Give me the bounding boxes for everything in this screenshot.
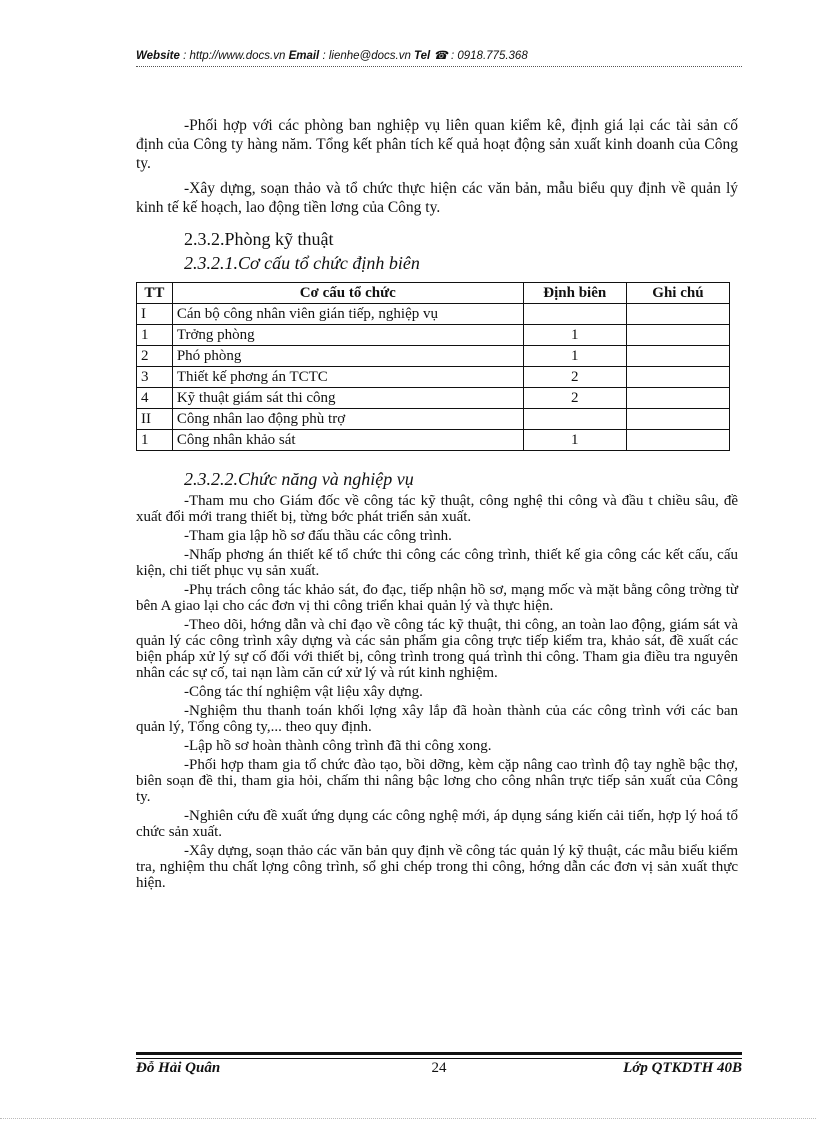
duty-paragraph: -Nghiệm thu thanh toán khối lợng xây lắp đã hoàn thành của các công trình với các ban quản lý, Tổng công ty,... theo quy định.	[136, 703, 738, 735]
cell-quota: 2	[523, 367, 626, 388]
col-header-note: Ghi chú	[626, 283, 729, 304]
phone-icon: ☎	[433, 50, 448, 62]
staffing-table	[136, 282, 730, 451]
table-row	[137, 430, 730, 451]
cell-structure: Công nhân lao động phù trợ	[172, 409, 523, 430]
table-row	[137, 325, 730, 346]
cell-structure: Thiết kế phơng án TCTC	[172, 367, 523, 388]
duty-paragraph: -Nghiên cứu đề xuất ứng dụng các công nghệ mới, áp dụng sáng kiến cải tiến, hợp lý hoá tổ chức sản xuất.	[136, 808, 738, 840]
table-row	[137, 346, 730, 367]
cell-structure: Kỹ thuật giám sát thi công	[172, 388, 523, 409]
table-row	[137, 304, 730, 325]
cell-tt: 2	[137, 346, 173, 367]
page-bottom-edge	[0, 1118, 816, 1119]
footer-class: Lớp QTKDTH 40B	[623, 1060, 742, 1076]
cell-note	[626, 367, 729, 388]
duty-paragraph: -Tham mu cho Giám đốc về công tác kỹ thuật, công nghệ thi công và đầu t chiều sâu, đề xuất đổi mới trang thiết bị, từng bớc phát triển sản xuất.	[136, 493, 738, 525]
footer-divider-thin	[136, 1058, 742, 1059]
cell-quota: 1	[523, 325, 626, 346]
cell-structure: Trởng phòng	[172, 325, 523, 346]
table-row	[137, 367, 730, 388]
intro-paragraph-1: -Phối hợp với các phòng ban nghiệp vụ liên quan kiểm kê, định giá lại các tài sản cố định của Công ty hàng năm. Tổng kết phân tích kế quả hoạt động sản xuất kinh doanh của Công ty.	[136, 117, 738, 172]
duty-paragraph: -Phụ trách công tác khảo sát, đo đạc, tiếp nhận hồ sơ, mạng mốc và mặt bằng công trờng từ bên A giao lại cho các đơn vị thi công triển khai quản lý và thực hiện.	[136, 582, 738, 614]
duty-paragraph: -Tham gia lập hồ sơ đấu thầu các công trình.	[184, 528, 452, 544]
cell-structure: Công nhân khảo sát	[172, 430, 523, 451]
table-header-row	[137, 283, 730, 304]
page-footer	[136, 1060, 742, 1082]
cell-note	[626, 430, 729, 451]
col-header-quota: Định biên	[523, 283, 626, 304]
cell-quota	[523, 409, 626, 430]
subsection-title-duties: 2.3.2.2.Chức năng và nghiệp vụ	[184, 469, 414, 489]
tel-label: Tel	[414, 50, 431, 62]
footer-author: Đỗ Hải Quân	[136, 1060, 221, 1076]
email-value: : lienhe@docs.vn	[322, 50, 411, 62]
duty-paragraph: -Lập hồ sơ hoàn thành công trình đã thi công xong.	[184, 738, 492, 754]
cell-note	[626, 346, 729, 367]
cell-note	[626, 325, 729, 346]
intro-paragraph-2: -Xây dựng, soạn thảo và tổ chức thực hiện các văn bản, mẫu biểu quy định về quản lý kinh tế kế hoạch, lao động tiền lơng của Công ty.	[136, 180, 738, 216]
duty-paragraph: -Nhấp phơng án thiết kế tổ chức thi công các công trình, thiết kế gia công các kết cấu, cấu kiện, chi tiết phục vụ sản xuất.	[136, 547, 738, 579]
tel-value: : 0918.775.368	[450, 50, 528, 62]
cell-note	[626, 409, 729, 430]
col-header-tt: TT	[137, 283, 173, 304]
section-title: 2.3.2.Phòng kỹ thuật	[184, 229, 334, 249]
duty-paragraph: -Theo dõi, hớng dẫn và chỉ đạo về công tác kỹ thuật, thi công, an toàn lao động, giám sát và quản lý các công trình xây dựng và các sản phẩm gia công trực tiếp kiểm tra, khảo sát, đề xuất các biện pháp xử lý sự cố đối với thiết bị, công trình trong quá trình thi công. Tham gia điều tra nguyên nhân các sự cố, tai nạn làm căn cứ xử lý và rút kinh nghiệm.	[136, 617, 738, 681]
cell-quota	[523, 304, 626, 325]
cell-tt: 3	[137, 367, 173, 388]
page-number: 24	[431, 1060, 447, 1076]
cell-tt: 1	[137, 325, 173, 346]
cell-quota: 1	[523, 430, 626, 451]
cell-quota: 1	[523, 346, 626, 367]
cell-structure: Cán bộ công nhân viên gián tiếp, nghiệp vụ	[172, 304, 523, 325]
duty-paragraph: -Công tác thí nghiệm vật liệu xây dựng.	[184, 684, 423, 700]
cell-tt: 4	[137, 388, 173, 409]
document-body	[136, 116, 738, 891]
email-label: Email	[288, 50, 320, 62]
cell-tt: 1	[137, 430, 173, 451]
subsection-title-structure: 2.3.2.1.Cơ cấu tổ chức định biên	[184, 253, 420, 273]
cell-tt: II	[137, 409, 173, 430]
website-label: Website	[136, 50, 180, 62]
duty-paragraph: -Phối hợp tham gia tổ chức đào tạo, bồi dỡng, kèm cặp nâng cao trình độ tay nghề bậc thợ, biên soạn đề thi, tham gia hỏi, chấm thi nâng bậc lơng cho công nhân trực tiếp sản xuất của Công ty.	[136, 757, 738, 805]
table-row	[137, 409, 730, 430]
col-header-structure: Cơ cấu tổ chức	[172, 283, 523, 304]
cell-structure: Phó phòng	[172, 346, 523, 367]
cell-note	[626, 388, 729, 409]
cell-tt: I	[137, 304, 173, 325]
cell-note	[626, 304, 729, 325]
footer-divider-thick	[136, 1052, 742, 1055]
cell-quota: 2	[523, 388, 626, 409]
page-header	[136, 48, 742, 62]
header-divider	[136, 66, 742, 67]
website-value: : http://www.docs.vn	[183, 50, 286, 62]
duty-paragraph: -Xây dựng, soạn thảo các văn bản quy định về công tác quản lý kỹ thuật, các mẫu biểu kiểm tra, nghiệm thu chất lợng công trình, sổ ghi chép trong thi công, hớng dẫn các đơn vị sản xuất thực hiện.	[136, 843, 738, 891]
table-row	[137, 388, 730, 409]
